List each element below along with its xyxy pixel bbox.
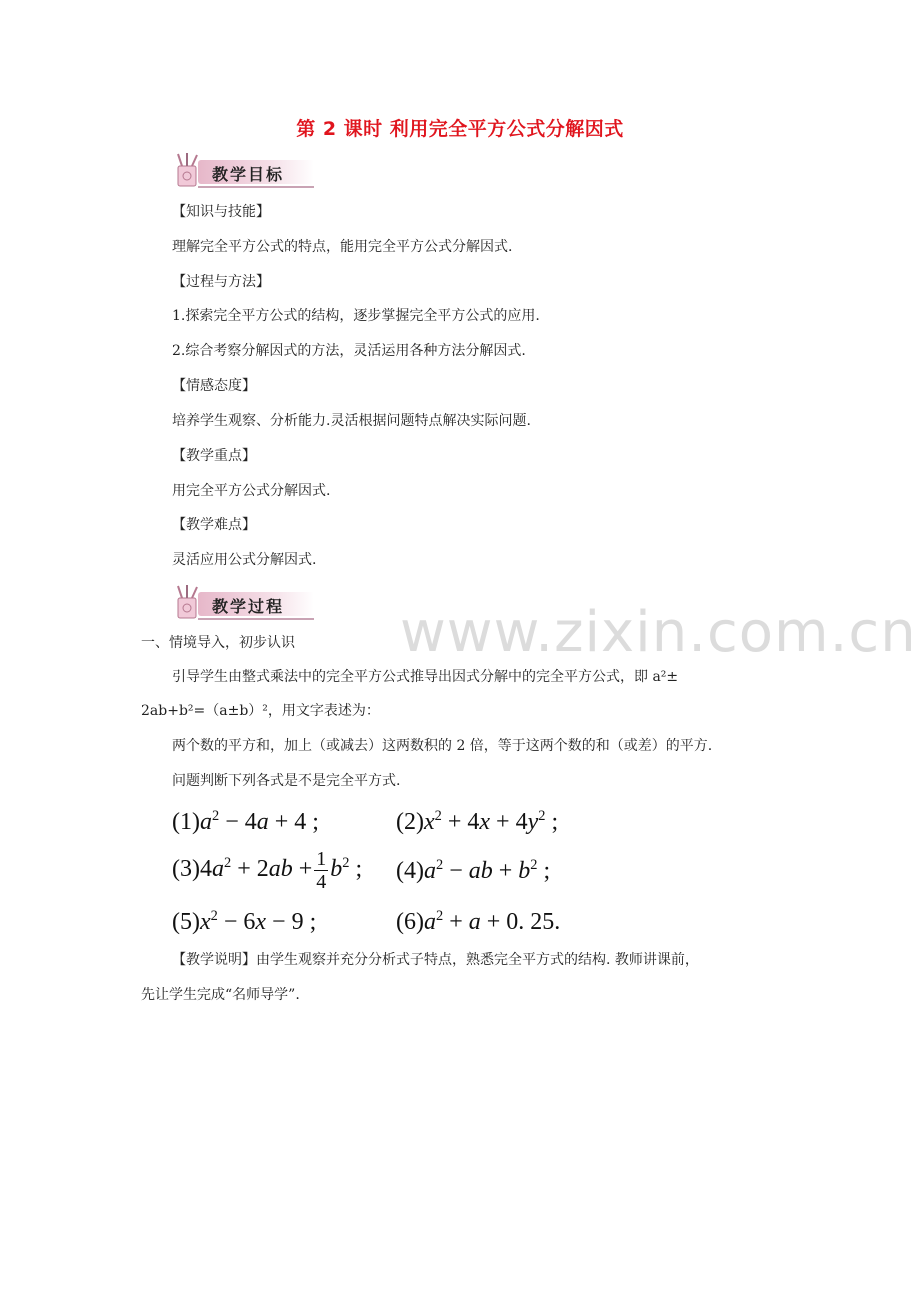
difficulty-text: 灵活应用公式分解因式. bbox=[172, 552, 317, 568]
method-heading: 【过程与方法】 bbox=[172, 274, 270, 290]
difficulty-heading: 【教学难点】 bbox=[172, 517, 256, 533]
formula-2: $(2)x^2 + 4x + 4y^2$ ; bbox=[396, 808, 559, 835]
formula-6-label: (6) bbox=[396, 909, 424, 935]
goals-badge bbox=[168, 150, 316, 192]
intro-line-2: 2ab+b²=（a±b）²，用文字表述为： bbox=[141, 703, 380, 719]
intro-line-1: 引导学生由整式乘法中的完全平方公式推导出因式分解中的完全平方公式，即 a²± bbox=[172, 669, 679, 685]
knowledge-text: 理解完全平方公式的特点，能用完全平方公式分解因式. bbox=[172, 239, 513, 255]
badge-underline bbox=[198, 186, 314, 188]
formula-6: $(6)a^2 + a + 0$. 25. bbox=[396, 908, 561, 935]
formula-5: $(5)x^2 - 6x - 9$ ; bbox=[172, 908, 317, 935]
process-badge-label: 教学过程 bbox=[212, 597, 285, 616]
knowledge-heading: 【知识与技能】 bbox=[172, 204, 270, 220]
formula-4-label: (4) bbox=[396, 858, 424, 884]
key-text: 用完全平方公式分解因式. bbox=[172, 483, 331, 499]
section-heading-1: 一、情境导入，初步认识 bbox=[141, 635, 295, 651]
verbal-statement: 两个数的平方和，加上（或减去）这两数积的 2 倍，等于这两个数的和（或差）的平方. bbox=[172, 738, 713, 754]
formula-1-label: (1) bbox=[172, 809, 200, 835]
formula-5-label: (5) bbox=[172, 909, 200, 935]
fraction-one-quarter: $\frac{1}{4}$ bbox=[316, 848, 327, 893]
process-badge bbox=[168, 582, 316, 624]
question-text: 问题判断下列各式是不是完全平方式. bbox=[172, 773, 401, 789]
method-item-1: 1.探索完全平方公式的结构，逐步掌握完全平方公式的应用. bbox=[172, 308, 540, 324]
formula-3: $(3)4a^2 + 2ab$ + $\frac{1}{4}$ $b^2$ ; bbox=[172, 848, 363, 893]
key-heading: 【教学重点】 bbox=[172, 448, 256, 464]
page-title: 第 2 课时 利用完全平方公式分解因式 bbox=[296, 118, 624, 140]
emotion-heading: 【情感态度】 bbox=[172, 378, 256, 394]
formula-1: $(1)a^2 - 4a + 4$ ; bbox=[172, 808, 319, 835]
goals-badge-label: 教学目标 bbox=[212, 165, 285, 184]
teaching-note-line-2: 先让学生完成“名师导学”. bbox=[141, 987, 300, 1003]
emotion-text: 培养学生观察、分析能力.灵活根据问题特点解决实际问题. bbox=[172, 413, 531, 429]
formula-3-label: (3) bbox=[172, 856, 200, 883]
formula-4: $(4)a^2$ − ab + $b^2$ ; bbox=[396, 857, 551, 884]
badge-underline bbox=[198, 618, 314, 620]
formula-2-label: (2) bbox=[396, 809, 424, 835]
watermark: www.zixin.com.cn bbox=[400, 600, 917, 665]
teaching-note-line-1: 【教学说明】由学生观察并充分分析式子特点，熟悉完全平方式的结构. 教师讲课前， bbox=[172, 952, 699, 968]
method-item-2: 2.综合考察分解因式的方法，灵活运用各种方法分解因式. bbox=[172, 343, 526, 359]
